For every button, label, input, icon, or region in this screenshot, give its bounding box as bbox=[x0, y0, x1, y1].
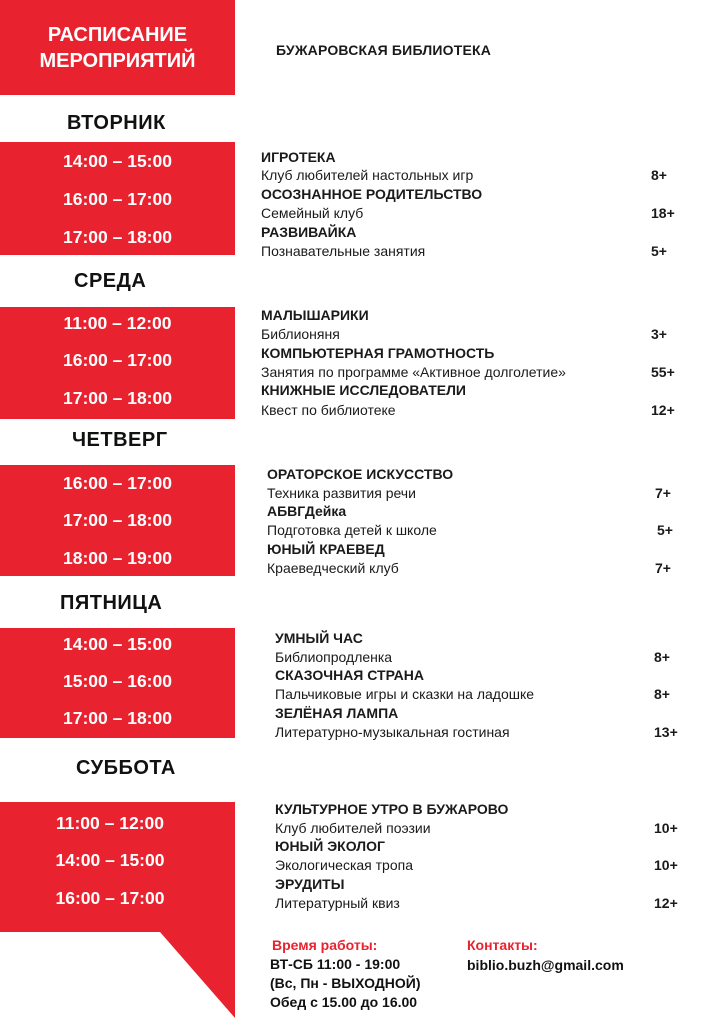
event-description: Подготовка детей к школе bbox=[267, 522, 437, 538]
event-description: Познавательные занятия bbox=[261, 243, 426, 259]
event-title: ЗЕЛЁНАЯ ЛАМПА bbox=[275, 705, 399, 721]
event-title: КУЛЬТУРНОЕ УТРО В БУЖАРОВО bbox=[275, 801, 509, 817]
time-slot: 17:00 – 18:00 bbox=[63, 388, 172, 408]
event-title: УМНЫЙ ЧАС bbox=[275, 630, 363, 646]
event-title: ЮНЫЙ ЭКОЛОГ bbox=[275, 838, 385, 854]
time-slot: 14:00 – 15:00 bbox=[63, 151, 172, 171]
event-description: Клуб любителей поэзии bbox=[275, 820, 431, 836]
time-slot: 14:00 – 15:00 bbox=[63, 634, 172, 654]
age-rating: 7+ bbox=[655, 485, 671, 501]
age-rating: 5+ bbox=[657, 522, 673, 538]
age-rating: 12+ bbox=[654, 895, 678, 911]
time-slot: 17:00 – 18:00 bbox=[63, 708, 172, 728]
event-title: КНИЖНЫЕ ИССЛЕДОВАТЕЛИ bbox=[261, 382, 466, 398]
working-hours-label: Время работы: bbox=[272, 937, 378, 953]
event-description: Семейный клуб bbox=[261, 205, 364, 221]
contact-email[interactable]: biblio.buzh@gmail.com bbox=[467, 957, 624, 973]
event-title: ОРАТОРСКОЕ ИСКУССТВО bbox=[267, 466, 454, 482]
time-slot: 14:00 – 15:00 bbox=[55, 850, 165, 870]
age-rating: 3+ bbox=[651, 326, 667, 342]
schedule-title-line1: РАСПИСАНИЕ bbox=[47, 23, 188, 46]
contacts-label: Контакты: bbox=[467, 937, 538, 953]
event-title: ЮНЫЙ КРАЕВЕД bbox=[267, 541, 385, 557]
time-slot: 16:00 – 17:00 bbox=[55, 888, 165, 908]
days-off-line: (Вс, Пн - ВЫХОДНОЙ) bbox=[270, 975, 421, 991]
time-block-wednesday bbox=[0, 307, 235, 419]
time-slot: 16:00 – 17:00 bbox=[63, 189, 172, 209]
age-rating: 7+ bbox=[655, 560, 671, 576]
event-title: ЭРУДИТЫ bbox=[275, 876, 345, 892]
age-rating: 5+ bbox=[651, 243, 667, 259]
schedule-title-box bbox=[0, 0, 235, 95]
day-title-thursday: ЧЕТВЕРГ bbox=[72, 429, 168, 451]
event-description: Литературный квиз bbox=[275, 895, 400, 911]
day-title-tuesday: ВТОРНИК bbox=[67, 112, 166, 134]
event-title: СКАЗОЧНАЯ СТРАНА bbox=[275, 667, 425, 683]
event-title: АБВГДейка bbox=[267, 503, 347, 519]
time-block-thursday bbox=[0, 465, 235, 576]
age-rating: 55+ bbox=[651, 364, 675, 380]
age-rating: 13+ bbox=[654, 724, 678, 740]
event-description: Литературно-музыкальная гостиная bbox=[275, 724, 510, 740]
age-rating: 18+ bbox=[651, 205, 675, 221]
event-title: РАЗВИВАЙКА bbox=[261, 224, 357, 240]
event-title: МАЛЫШАРИКИ bbox=[261, 307, 369, 323]
event-description: Экологическая тропа bbox=[275, 857, 413, 873]
time-slot: 16:00 – 17:00 bbox=[63, 473, 172, 493]
time-slot: 17:00 – 18:00 bbox=[63, 510, 172, 530]
event-description: Клуб любителей настольных игр bbox=[261, 167, 474, 183]
event-description: Техника развития речи bbox=[267, 485, 416, 501]
age-rating: 10+ bbox=[654, 857, 678, 873]
age-rating: 12+ bbox=[651, 402, 675, 418]
day-title-wednesday: СРЕДА bbox=[74, 270, 147, 292]
time-slot: 17:00 – 18:00 bbox=[63, 227, 172, 247]
event-description: Библиопродленка bbox=[275, 649, 393, 665]
library-name: БУЖАРОВСКАЯ БИБЛИОТЕКА bbox=[276, 42, 492, 58]
event-title: ОСОЗНАННОЕ РОДИТЕЛЬСТВО bbox=[261, 186, 483, 202]
time-block-saturday bbox=[0, 802, 235, 932]
event-description: Библионяня bbox=[261, 326, 340, 342]
working-hours-line: ВТ-СБ 11:00 - 19:00 bbox=[270, 956, 401, 972]
age-rating: 10+ bbox=[654, 820, 678, 836]
time-slot: 16:00 – 17:00 bbox=[63, 350, 172, 370]
event-description: Пальчиковые игры и сказки на ладошке bbox=[275, 686, 535, 702]
age-rating: 8+ bbox=[654, 686, 670, 702]
time-block-tuesday bbox=[0, 142, 235, 255]
event-description: Краеведческий клуб bbox=[267, 560, 399, 576]
day-title-friday: ПЯТНИЦА bbox=[60, 592, 163, 614]
event-description: Занятия по программе «Активное долголетие» bbox=[261, 364, 566, 380]
age-rating: 8+ bbox=[654, 649, 670, 665]
event-title: КОМПЬЮТЕРНАЯ ГРАМОТНОСТЬ bbox=[261, 345, 495, 361]
age-rating: 8+ bbox=[651, 167, 667, 183]
schedule-title-line2: МЕРОПРИЯТИЙ bbox=[39, 49, 196, 72]
event-description: Квест по библиотеке bbox=[261, 402, 396, 418]
day-title-saturday: СУББОТА bbox=[76, 757, 176, 779]
time-slot: 15:00 – 16:00 bbox=[63, 671, 172, 691]
lunch-break-line: Обед с 15.00 до 16.00 bbox=[270, 994, 418, 1010]
time-slot: 11:00 – 12:00 bbox=[55, 813, 164, 833]
time-slot: 18:00 – 19:00 bbox=[63, 548, 172, 568]
time-slot: 11:00 – 12:00 bbox=[63, 313, 172, 333]
event-title: ИГРОТЕКА bbox=[261, 149, 336, 165]
time-block-friday bbox=[0, 628, 235, 738]
